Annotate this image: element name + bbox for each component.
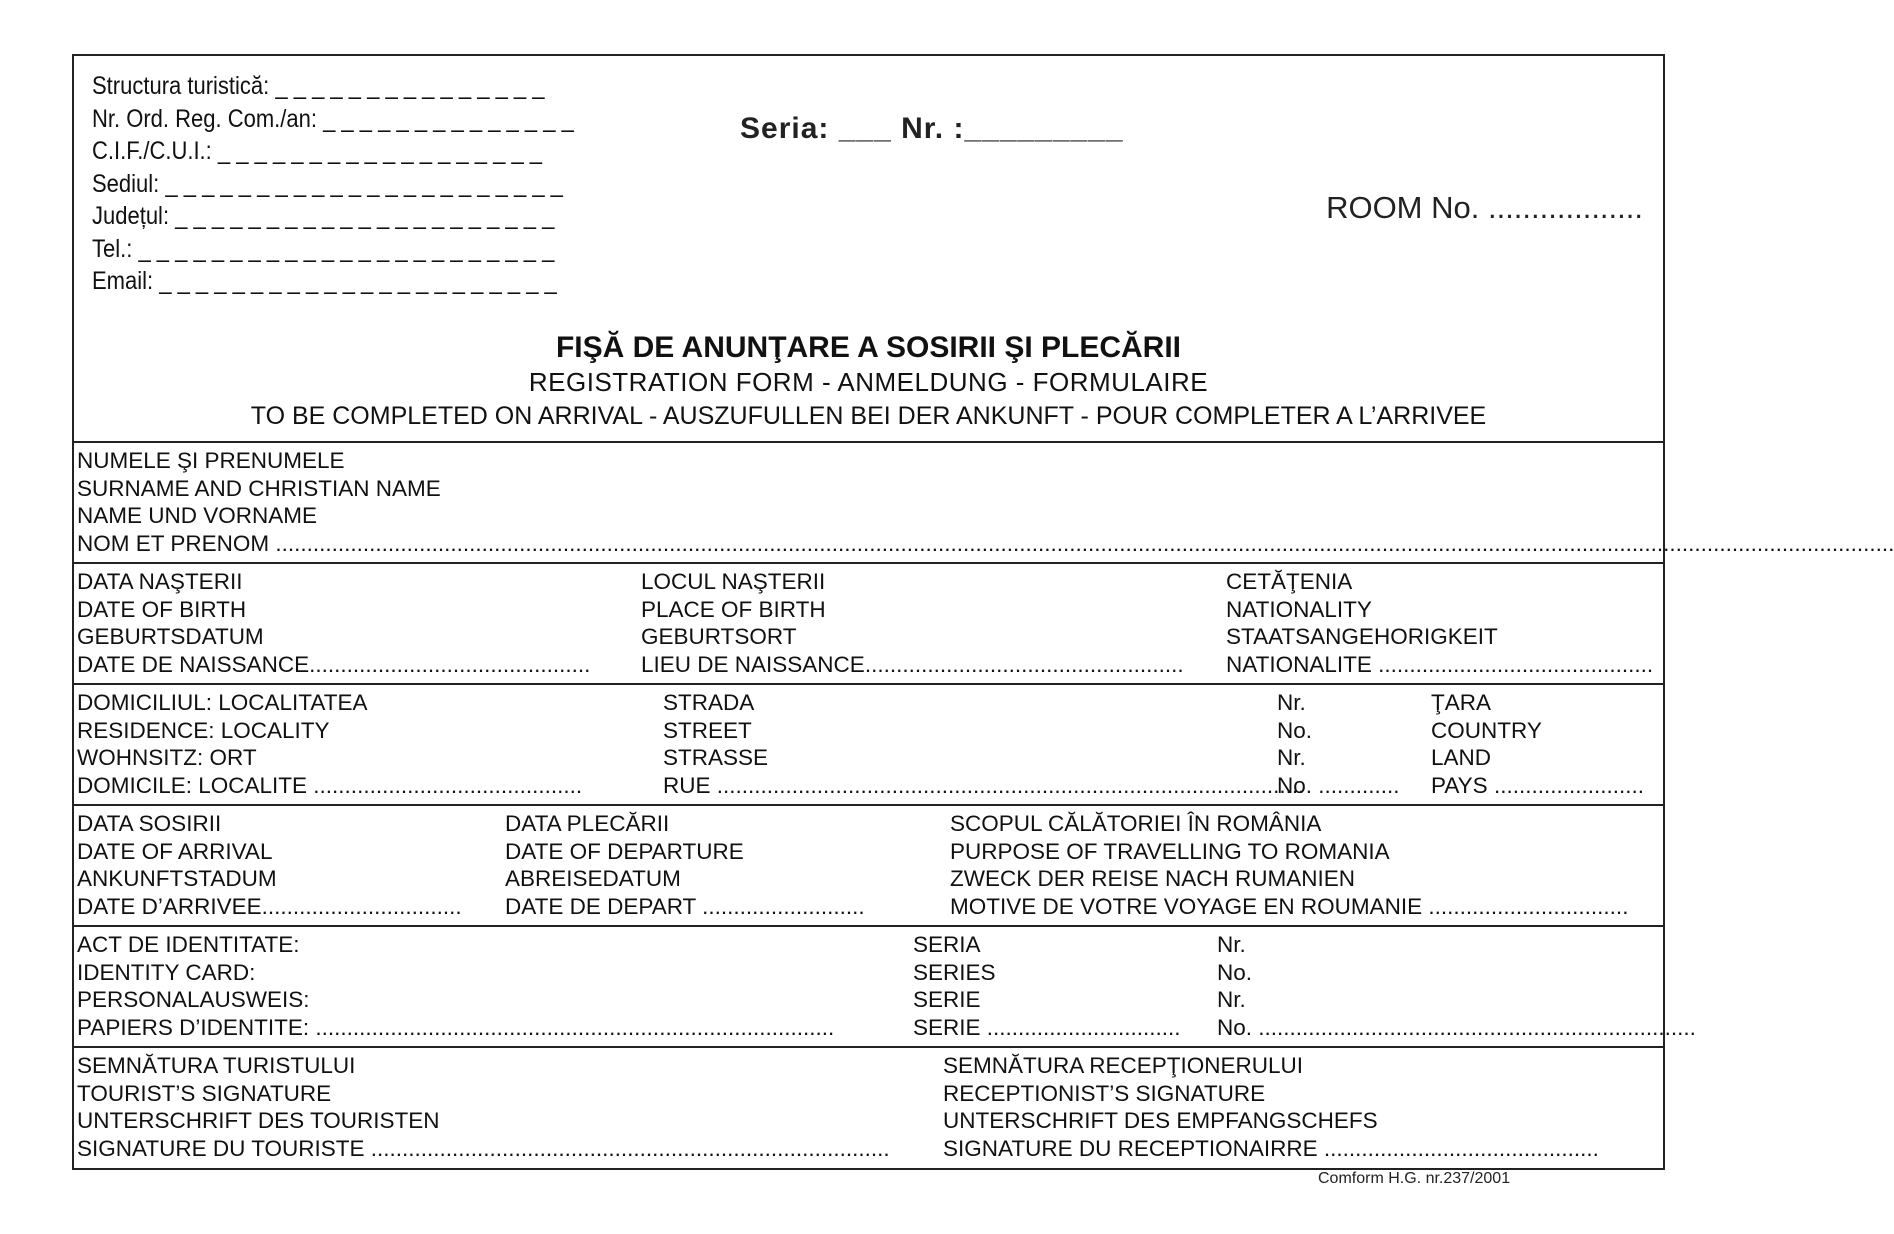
id-number-field[interactable] [1217, 931, 1696, 1041]
country-label-fr: PAYS ........................ [1431, 772, 1644, 798]
nationality-label-fr: NATIONALITE ............................................ [1226, 651, 1654, 677]
dob-label-ro: DATA NAŞTERII [77, 569, 243, 594]
tourist-signature-label-fr: SIGNATURE DU TOURISTE ................................................................................... [77, 1135, 890, 1161]
residence-section [74, 683, 1663, 798]
issuer-details [92, 70, 574, 298]
purpose-label-fr: MOTIVE DE VOTRE VOYAGE EN ROUMANIE ................................ [950, 893, 1629, 919]
dob-label-en: DATE OF BIRTH [77, 596, 247, 622]
legal-reference-footer: Comform H.G. nr.237/2001 [1318, 1170, 1511, 1187]
residence-locality-field[interactable] [77, 689, 655, 799]
nationality-label-en: NATIONALITY [1226, 596, 1372, 622]
arrival-date-field[interactable] [77, 810, 492, 920]
house-number-label-fr: No. ............. [1277, 772, 1400, 798]
judetul-field[interactable]: Județul: _ _ _ _ _ _ _ _ _ _ _ _ _ _ _ _ _ _ _ _ _ [92, 202, 555, 230]
house-number-label-ro: Nr. [1277, 690, 1306, 715]
id-card-label-ro: ACT DE IDENTITATE: [77, 932, 300, 957]
country-label-en: COUNTRY [1431, 717, 1542, 743]
id-series-field[interactable] [913, 931, 1208, 1041]
receptionist-signature-field[interactable] [943, 1052, 1659, 1162]
nationality-label-de: STAATSANGEHORIGKEIT [1226, 624, 1498, 649]
travel-section [74, 804, 1663, 919]
identity-section [74, 925, 1696, 1040]
name-label-en: SURNAME AND CHRISTIAN NAME [77, 475, 441, 501]
purpose-label-en: PURPOSE OF TRAVELLING TO ROMANIA [950, 838, 1390, 864]
locality-label-ro: DOMICILIUL: LOCALITATEA [77, 690, 368, 715]
country-label-de: LAND [1431, 745, 1492, 770]
cif-cui-field[interactable]: C.I.F./C.U.I.: _ _ _ _ _ _ _ _ _ _ _ _ _ _ _ _ _ _ [92, 137, 543, 165]
departure-label-ro: DATA PLECĂRII [505, 811, 670, 836]
receptionist-signature-label-en: RECEPTIONIST’S SIGNATURE [943, 1080, 1266, 1106]
pob-label-fr: LIEU DE NAISSANCE................................................... [641, 651, 1184, 677]
date-of-birth-field[interactable] [77, 568, 627, 678]
name-label-fr: NOM ET PRENOM ................................................................................................................................................................................................................................................................... [77, 530, 1894, 556]
birth-section [74, 562, 1663, 677]
street-label-fr: RUE .............................................................................................. [663, 772, 1305, 798]
locality-label-en: RESIDENCE: LOCALITY [77, 717, 330, 743]
id-number-label-fr: No. ...................................................................... [1217, 1014, 1696, 1040]
country-label-ro: ŢARA [1431, 690, 1492, 715]
email-field[interactable]: Email: _ _ _ _ _ _ _ _ _ _ _ _ _ _ _ _ _ _ _ _ _ _ [92, 267, 557, 295]
series-label-en: SERIES [913, 959, 996, 985]
street-label-ro: STRADA [663, 690, 755, 715]
arrival-label-ro: DATA SOSIRII [77, 811, 222, 836]
house-number-label-de: Nr. [1277, 745, 1306, 770]
nr-ord-reg-field[interactable]: Nr. Ord. Reg. Com./an: _ _ _ _ _ _ _ _ _ _ _ _ _ _ [92, 104, 574, 133]
identity-card-field[interactable] [77, 931, 887, 1041]
dob-label-fr: DATE DE NAISSANCE............................................. [77, 651, 591, 677]
departure-label-en: DATE OF DEPARTURE [505, 838, 744, 864]
id-card-label-en: IDENTITY CARD: [77, 959, 256, 985]
dob-label-de: GEBURTSDATUM [77, 624, 264, 649]
purpose-label-ro: SCOPUL CĂLĂTORIEI ÎN ROMÂNIA [950, 811, 1322, 836]
series-label-ro: SERIA [913, 932, 981, 957]
receptionist-signature-label-fr: SIGNATURE DU RECEPTIONAIRRE ............................................ [943, 1135, 1599, 1161]
departure-date-field[interactable] [505, 810, 925, 920]
receptionist-signature-label-ro: SEMNĂTURA RECEPŢIONERULUI [943, 1053, 1304, 1078]
departure-label-fr: DATE DE DEPART .......................... [505, 893, 865, 919]
place-of-birth-field[interactable] [641, 568, 1219, 678]
form-instruction: TO BE COMPLETED ON ARRIVAL - AUSZUFULLEN BEI DER ANKUNFT - POUR COMPLETER A L’ARRIVEE [250, 402, 1487, 430]
signature-section [74, 1046, 1663, 1170]
sediul-field[interactable]: Sediul: _ _ _ _ _ _ _ _ _ _ _ _ _ _ _ _ _ _ _ _ _ _ [92, 169, 563, 198]
id-card-label-fr: PAPIERS D’IDENTITE: ................................................................................... [77, 1014, 835, 1040]
nationality-label-ro: CETĂŢENIA [1226, 569, 1353, 594]
name-section [74, 441, 1894, 556]
arrival-label-fr: DATE D’ARRIVEE................................ [77, 893, 462, 919]
form-title: FIŞĂ DE ANUNŢARE A SOSIRII ŞI PLECĂRII [555, 331, 1182, 364]
house-number-field[interactable] [1277, 689, 1417, 799]
id-number-label-ro: Nr. [1217, 932, 1246, 957]
name-field[interactable] [77, 447, 1894, 557]
receptionist-signature-label-de: UNTERSCHRIFT DES EMPFANGSCHEFS [943, 1108, 1378, 1133]
locality-label-fr: DOMICILE: LOCALITE ........................................... [77, 772, 583, 798]
departure-label-de: ABREISEDATUM [505, 866, 681, 891]
id-card-label-de: PERSONALAUSWEIS: [77, 987, 310, 1012]
purpose-label-de: ZWECK DER REISE NACH RUMANIEN [950, 866, 1356, 891]
travel-purpose-field[interactable] [950, 810, 1659, 920]
form-subtitle: REGISTRATION FORM - ANMELDUNG - FORMULAIRE [528, 367, 1209, 397]
house-number-label-en: No. [1277, 717, 1313, 743]
tourist-signature-label-de: UNTERSCHRIFT DES TOURISTEN [77, 1108, 440, 1133]
room-number-field[interactable]: ROOM No. .................. [1326, 190, 1643, 225]
pob-label-de: GEBURTSORT [641, 624, 797, 649]
tourist-signature-label-en: TOURIST’S SIGNATURE [77, 1080, 332, 1106]
id-number-label-de: Nr. [1217, 987, 1246, 1012]
form-title-block [74, 331, 1663, 433]
registration-form [72, 54, 1894, 1170]
name-label-de: NAME UND VORNAME [77, 503, 318, 528]
series-label-fr: SERIE ............................... [913, 1014, 1181, 1040]
arrival-label-de: ANKUNFTSTADUM [77, 866, 277, 891]
street-label-en: STREET [663, 717, 752, 743]
locality-label-de: WOHNSITZ: ORT [77, 745, 257, 770]
seria-number-field[interactable]: Seria: ___ Nr. :_________ [740, 112, 1124, 145]
arrival-label-en: DATE OF ARRIVAL [77, 838, 273, 864]
id-number-label-en: No. [1217, 959, 1253, 985]
tourist-signature-label-ro: SEMNĂTURA TURISTULUI [77, 1053, 356, 1078]
series-label-de: SERIE [913, 987, 981, 1012]
pob-label-en: PLACE OF BIRTH [641, 596, 826, 622]
pob-label-ro: LOCUL NAŞTERII [641, 569, 826, 594]
name-label-ro: NUMELE ŞI PRENUMELE [77, 448, 345, 473]
tourist-signature-field[interactable] [77, 1052, 912, 1162]
structura-turistica-field[interactable]: Structura turistică: _ _ _ _ _ _ _ _ _ _ _ _ _ _ _ [92, 72, 545, 100]
street-label-de: STRASSE [663, 745, 769, 770]
nationality-field[interactable] [1226, 568, 1659, 678]
country-field[interactable] [1431, 689, 1659, 799]
tel-field[interactable]: Tel.: _ _ _ _ _ _ _ _ _ _ _ _ _ _ _ _ _ _ _ _ _ _ _ [92, 234, 555, 263]
